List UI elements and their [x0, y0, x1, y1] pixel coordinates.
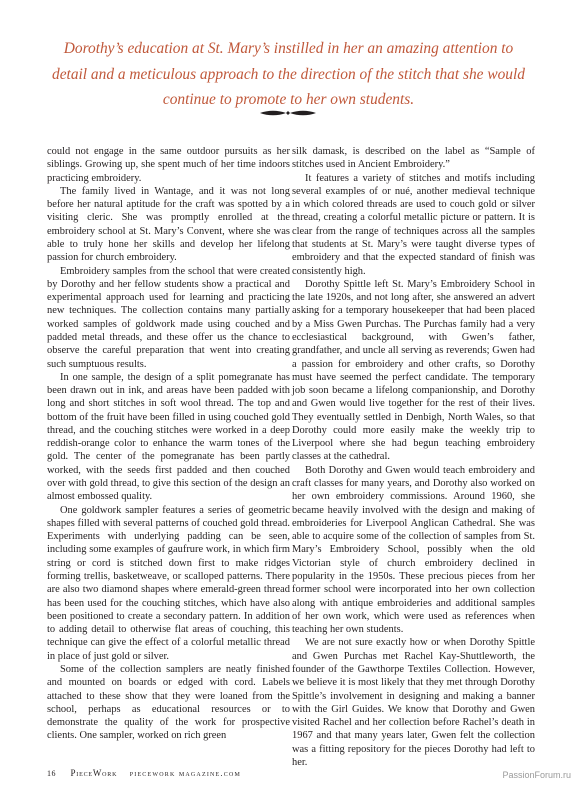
watermark: PassionForum.ru — [502, 770, 571, 780]
paragraph: One goldwork sampler features a series of geometric shapes filled with several patterns of couched gold thread. Experiments with underlying padding can be seen, including some examples of gaufrure work, in which firm string or cord is stitched down first to make ridges forming trellis, basketweave, or scalloped patterns. There are also two diamond shapes where emerald-green thread has been used for the couching stitches, which have also been positioned to create a secondary pattern. In addition to adding detail to otherwise flat areas of couching, this technique can give the effect of a colorful metallic thread in place of just gold or silver. — [47, 504, 290, 662]
paragraph: In one sample, the design of a split pomegranate has been drawn out in ink, and areas have been padded with long and short stitches in soft wool thread. The top and bottom of the fruit have been filled in using couched gold thread, and the couching stitches were worked in a deep reddish-orange color to enhance the warm tones of the gold. The center of the pomegranate has been partly worked, with the seeds first padded and then couched over with gold thread, to give this section of the design an almost embossed quality. — [47, 371, 290, 503]
left-column — [47, 145, 290, 743]
divider-ornament — [258, 109, 318, 117]
pull-quote: Dorothy’s education at St. Mary’s instilled in her an amazing attention to detail and a meticulous approach to the direction of the stitch that she would continue to promote to her own students. — [52, 40, 525, 108]
magazine-url: piecework magazine.com — [129, 768, 242, 778]
page-number: 16 — [47, 769, 56, 778]
paragraph: silk damask, is described on the label as “Sample of stitches used in Ancient Embroidery.” — [292, 146, 535, 171]
paragraph: It features a variety of stitches and motifs including several examples of or nué, another medieval technique in which colored threads are used to couch gold or silver thread, creating a colorful metallic picture or pattern. It is clear from the range of techniques across all the samples that students at St. Mary’s were taught diverse types of embroidery and that the expected standard of finish was consistently high. — [292, 172, 535, 277]
right-column — [292, 145, 535, 769]
paragraph: could not engage in the same outdoor pursuits as her siblings. Growing up, she spent much of her time indoors practicing embroidery. — [47, 146, 290, 184]
paragraph: Some of the collection samplers are neatly finished and mounted on boards or edged with cord. Labels attached to these show that they were loaned from the school, perhaps as educational resources or to demonstrate the quality of the work for prospective clients. One sampler, worked on rich green — [47, 663, 290, 742]
magazine-name: PieceWork — [70, 768, 118, 778]
paragraph: Embroidery samples from the school that were created by Dorothy and her fellow students show a practical and experimental approach used for learning and practicing new techniques. The collection contains many partially worked samples of goldwork made using couched and padded metal threads, and these offer us the chance to observe the careful preparation that went into creating such sumptuous results. — [47, 265, 290, 370]
paragraph: Dorothy Spittle left St. Mary’s Embroidery School in the late 1920s, and not long after, she answered an advert asking for a temporary housekeeper that had been placed by a Miss Gwen Purchas. The Purchas family had a very ecclesiastical background, with Gwen’s father, grandfather, and uncle all serving as reverends; Gwen had a passion for embroidery and other crafts, so Dorothy must have seemed the perfect candidate. The temporary job soon became a lifelong companionship, and Dorothy and Gwen would live together for the rest of their lives. They eventually settled in Denbigh, North Wales, so that Dorothy could more easily make the weekly trip to Liverpool where she had begun teaching embroidery classes at the cathedral. — [292, 278, 535, 463]
paragraph: Both Dorothy and Gwen would teach embroidery and craft classes for many years, and Dorothy also worked on her own embroidery commissions. Around 1960, she became heavily involved with the design and making of embroideries for Liverpool Anglican Cathedral. She was able to acquire some of the collection of samples from St. Mary’s Embroidery School, possibly when the old Victorian style of church embroidery declined in popularity in the 1950s. These precious pieces from her former school were incorporated into her own collection along with antique embroideries and additional samples of her own work, which were used as references when teaching her own students. — [292, 464, 535, 636]
paragraph: The family lived in Wantage, and it was not long before her natural aptitude for the craft was spotted by a visiting cleric. She was promptly enrolled at the embroidery school at St. Mary’s Convent, where she was able to truly hone her skills and develop her lifelong passion for church embroidery. — [47, 185, 290, 264]
page-footer — [47, 768, 241, 778]
paragraph: We are not sure exactly how or when Dorothy Spittle and Gwen Purchas met Rachel Kay-Shuttleworth, the founder of the Gawthorpe Textiles Collection. However, we believe it is most likely that they met through Dorothy Spittle’s involvement in designing and making a banner with the Girl Guides. We know that Dorothy and Gwen visited Rachel and her collection before Rachel’s death in 1967 and that many years later, Gwen felt the collection was a fitting repository for the pieces Dorothy had left to her. — [292, 637, 535, 768]
